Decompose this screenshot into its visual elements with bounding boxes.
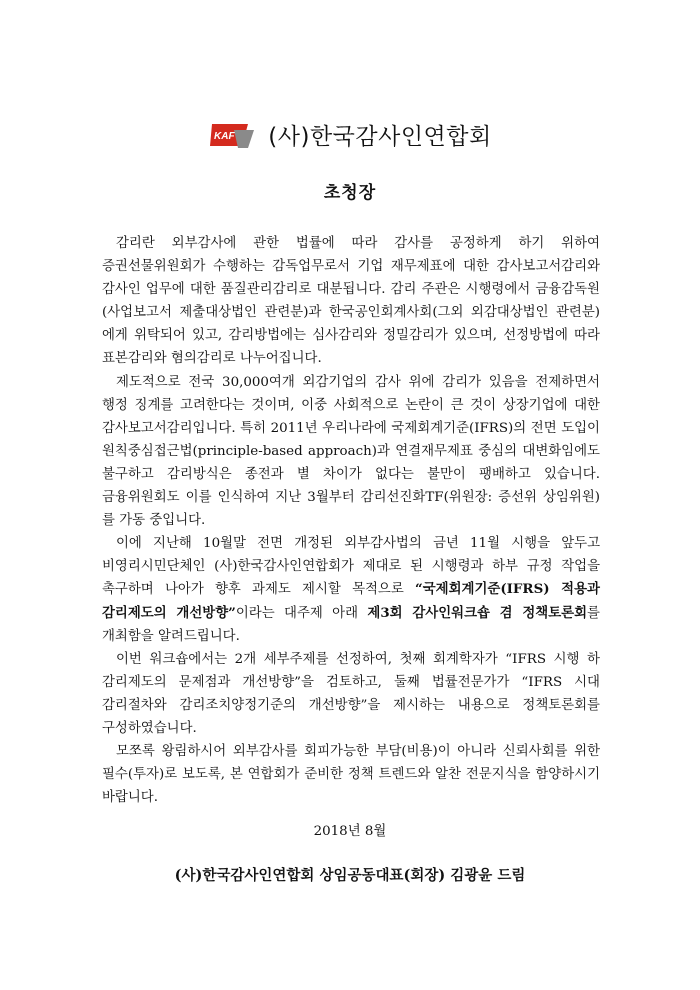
- letter-body: [102, 232, 600, 809]
- paragraph-5: 모쪼록 왕림하시어 외부감사를 회피가능한 부담(비용)이 아니라 신뢰사회를 위한 필수(투자)로 보도록, 본 연합회가 준비한 정책 트렌드와 알찬 전문지식을 함양하시기 바랍니다.: [102, 744, 600, 806]
- letter-date: 2018년 8월: [313, 824, 387, 839]
- paragraph-3-part-c: 를 개최함을 알려드립니다.: [102, 605, 600, 644]
- paragraph-3: [102, 532, 600, 647]
- document-title: 초청장: [323, 183, 377, 203]
- org-name: (사)한국감사인연합회: [268, 124, 492, 150]
- paragraph-2: 제도적으로 전국 30,000여개 외감기업의 감사 위에 감리가 있음을 전제하면서 행정 징계를 고려한다는 것이며, 이중 사회적으로 논란이 큰 것이 상장기업에 대한 감사보고서감리입니다. 특히 2011년 우리나라에 국제회계기준(IFRS)의 전면 도입이 원칙중심접근법(principle-based approach)과 연결재무제표 중심의 대변화임에도 불구하고 감리방식은 종전과 별 차이가 없다는 불만이 팽배하고 있습니다. 금융위원회도 이를 인식하여 지난 3월부터 감리선진화TF(위원장: 증선위 상임위원)를 가동 중입니다.: [102, 374, 600, 529]
- kaf-logo: [208, 120, 256, 150]
- paragraph-3-part-a: 이에 지난해 10월말 전면 개정된 외부감사법의 금년 11월 시행을 앞두고 비영리시민단체인 (사)한국감사인연합회가 제대로 된 시행령과 하부 규정 작업을 촉구하며 나아가 향후 과제도 제시할 목적으로: [102, 536, 600, 598]
- letterhead: [0, 118, 700, 151]
- paragraph-3-part-b: 이라는 대주제 아래: [235, 605, 368, 621]
- signature-line: (사)한국감사인연합회 상임공동대표(회장) 김광윤 드림: [174, 867, 526, 884]
- paragraph-1: 감리란 외부감사에 관한 법률에 따라 감사를 공정하게 하기 위하여 증권선물위원회가 수행하는 감독업무로서 기업 재무제표에 대한 감사보고서감리와 감사인 업무에 대한 품질관리감리로 대분됩니다. 감리 주관은 시행령에서 금융감독원(사업보고서 제출대상법인 관련분)과 한국공인회계사회(그외 외감대상법인 관련분)에게 위탁되어 있고, 감리방법에는 심사감리와 정밀감리가 있으며, 선정방법에 따라 표본감리와 혐의감리로 나누어집니다.: [102, 236, 600, 367]
- event-name: 제3회 감사인워크숍 겸 정책토론회: [367, 604, 588, 621]
- logo-text: KAF: [214, 130, 235, 142]
- workshop-theme: “국제회계기준(IFRS) 적용과 감리제도의 개선방향”: [102, 581, 600, 621]
- paragraph-4: 이번 워크숍에서는 2개 세부주제를 선정하여, 첫째 회계학자가 “IFRS 시행 하 감리제도의 문제점과 개선방향”을 검토하고, 둘째 법률전문가가 “IFRS 시대 감리절차와 감리조치양정기준의 개선방향”을 제시하는 내용으로 정책토론회를 구성하였습니다.: [102, 651, 600, 736]
